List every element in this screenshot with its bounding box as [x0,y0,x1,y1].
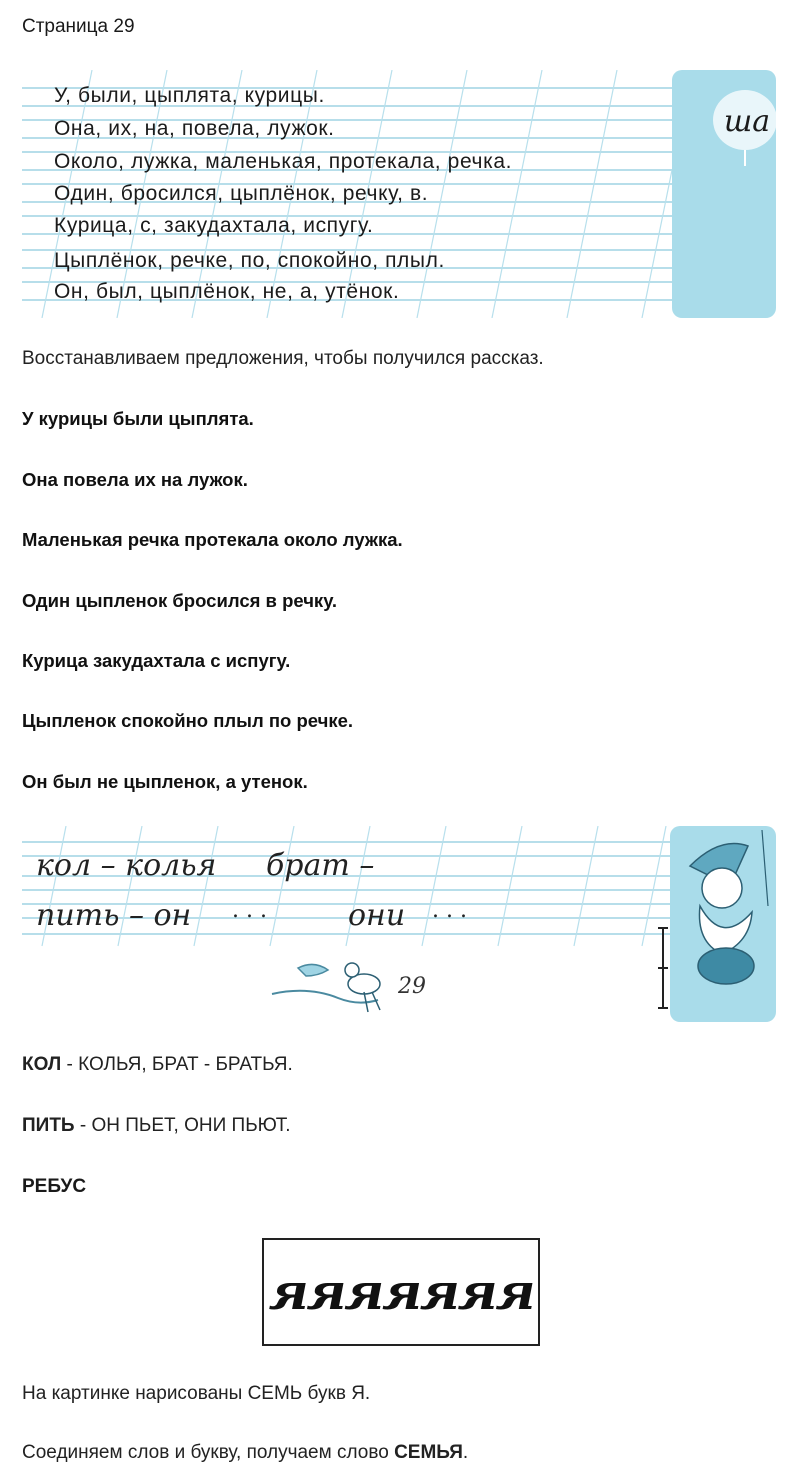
blank-dots: . . . [232,898,267,923]
grammar-word: ПИТЬ [22,1115,75,1136]
cursive-brat: брат – [266,848,375,883]
answer-sentence: Он был не цыпленок, а утенок. [22,771,308,792]
rebus-letters: яяяяяяя [268,1262,534,1321]
exercise-card-sentences [22,70,776,318]
shuffled-sentence: Он, был, цыплёнок, не, а, утёнок. [54,280,400,303]
mouse-illustration [268,954,408,1022]
shuffled-sentence: Курица, с, закудахтала, испугу. [54,214,374,237]
shuffled-sentence: У, были, цыплята, курицы. [54,84,325,107]
answer-sentence: Она повела их на лужок. [22,469,248,490]
answer-word: СЕМЬЯ [394,1442,463,1463]
intro-text: Восстанавливаем предложения, чтобы получился рассказ. [22,348,544,369]
cursive-pit: пить – он [36,898,192,933]
grammar-forms: - КОЛЬЯ, БРАТ - БРАТЬЯ. [61,1054,293,1075]
shuffled-sentence: Один, бросился, цыплёнок, речку, в. [54,182,429,205]
page-number: 29 [398,974,426,999]
conclusion-suffix: . [462,1442,469,1463]
grammar-forms: - ОН ПЬЕТ, ОНИ ПЬЮТ. [74,1115,291,1136]
rebus-label: РЕБУС [22,1176,87,1197]
rebus-box [262,1238,540,1346]
grammar-word: КОЛ [22,1054,62,1075]
gnome-illustration [670,826,776,1022]
answer-sentence: Курица закудахтала с испугу. [22,650,291,671]
answer-sentence: Один цыпленок бросился в речку. [22,590,337,611]
answer-sentence: Цыпленок спокойно плыл по речке. [22,710,354,731]
conclusion-prefix: Соединяем слов и букву, получаем слово [22,1442,395,1463]
cursive-pair-kol: кол – колья [36,848,217,883]
answer-sentence: Маленькая речка протекала около лужка. [22,529,403,550]
grammar-answer-kol [22,1054,293,1076]
answer-sentence: У курицы были цыплята. [22,408,254,429]
balloon-letters: ша [723,104,771,139]
blank-dots: . . . [432,898,467,923]
conclusion-text: На картинке нарисованы СЕМЬ букв Я. [22,1383,371,1404]
grammar-answer-pit [22,1115,291,1137]
shuffled-sentence: Она, их, на, повела, лужок. [54,117,335,140]
shuffled-sentence: Цыплёнок, речке, по, спокойно, плыл. [54,249,445,272]
shuffled-sentence: Около, лужка, маленькая, протекала, речка. [54,150,513,173]
sidebar-panel [672,70,776,318]
page-heading: Страница 29 [22,16,135,37]
conclusion-text-2 [22,1442,468,1464]
bracket-marker [656,926,670,1010]
sidebar-panel [670,826,776,1022]
cursive-oni: они [348,898,406,933]
